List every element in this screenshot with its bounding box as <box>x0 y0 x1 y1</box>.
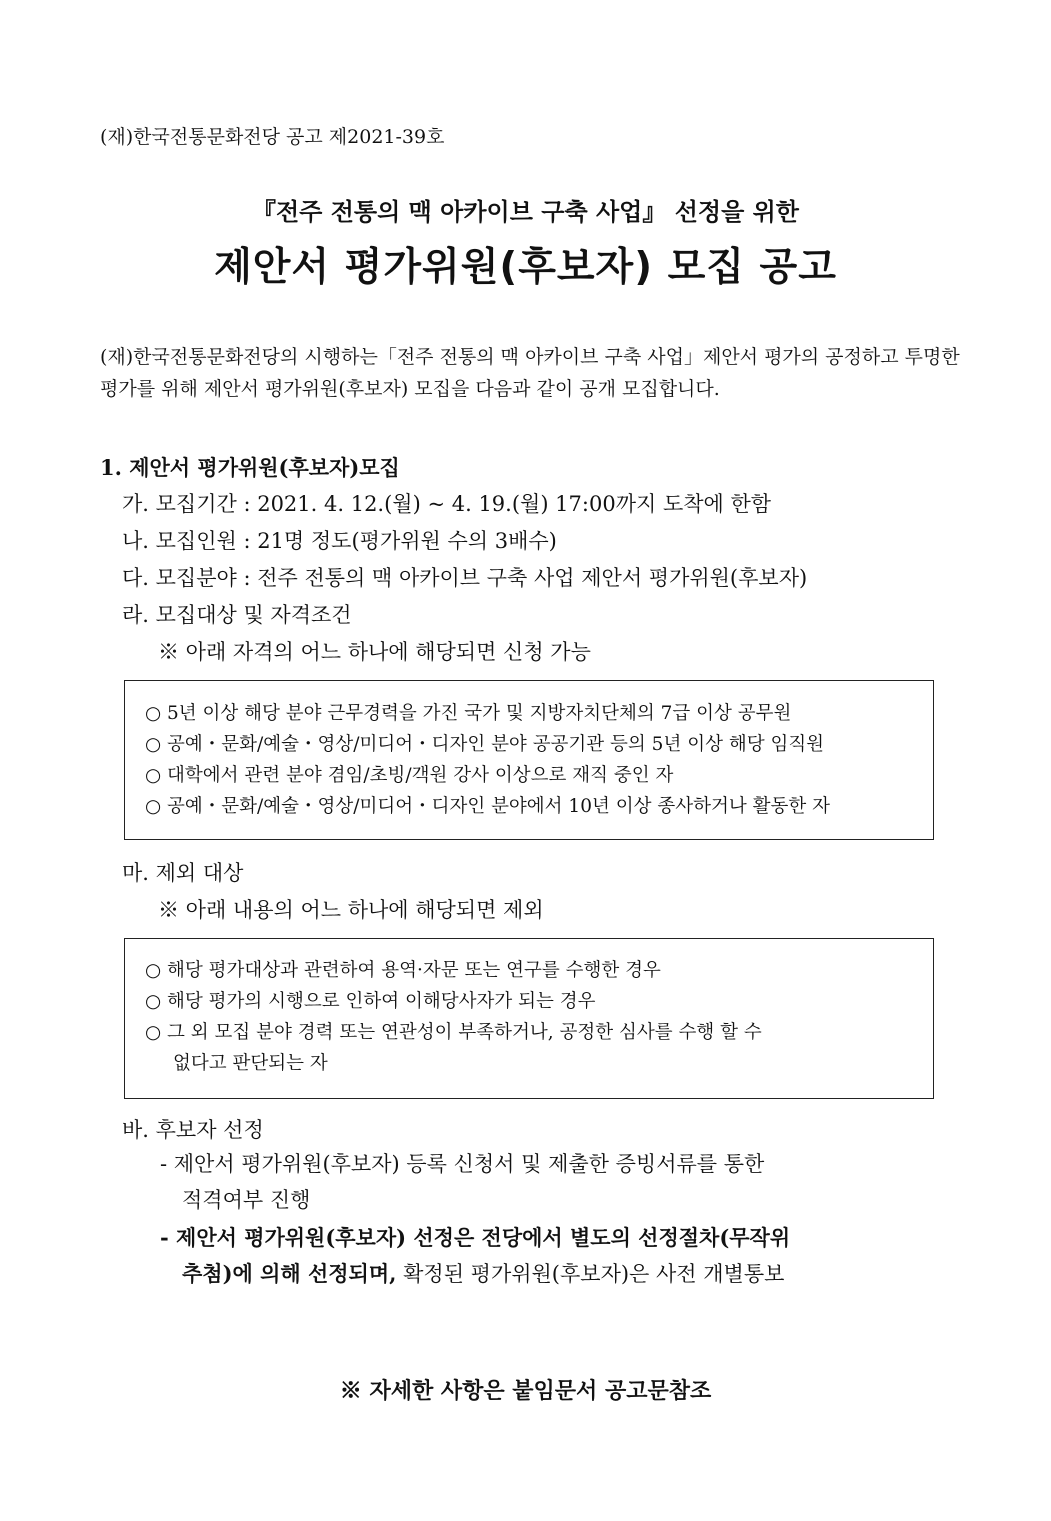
qualification-item: ○ 5년 이상 해당 분야 근무경력을 가진 국가 및 지방자치단체의 7급 이상 공무원 <box>145 703 792 724</box>
notice-subtitle: 『전주 전통의 맥 아카이브 구축 사업』 선정을 위한 <box>252 197 799 226</box>
exclusion-item: ○ 그 외 모집 분야 경력 또는 연관성이 부족하거나, 공정한 심사를 수행 할 수 <box>145 1022 762 1043</box>
exclusion-note: ※ 아래 내용의 어느 하나에 해당되면 제외 <box>158 898 544 922</box>
qualification-item: ○ 공예・문화/예술・영상/미디어・디자인 분야 공공기관 등의 5년 이상 해당 임직원 <box>145 734 825 755</box>
selection-item-2-normal: 확정된 평가위원(후보자)은 사전 개별통보 <box>396 1262 785 1286</box>
exclusion-item: ○ 해당 평가대상과 관련하여 용역·자문 또는 연구를 수행한 경우 <box>145 960 661 981</box>
recruit-target: 라. 모집대상 및 자격조건 <box>122 603 352 627</box>
recruit-count: 나. 모집인원 : 21명 정도(평가위원 수의 3배수) <box>122 529 557 553</box>
exclusion-item-continued: 없다고 판단되는 자 <box>173 1053 328 1074</box>
qualifications-box <box>124 680 934 840</box>
selection-item-1-line1: - 제안서 평가위원(후보자) 등록 신청서 및 제출한 증빙서류를 통한 <box>160 1152 765 1176</box>
recruit-field: 다. 모집분야 : 전주 전통의 맥 아카이브 구축 사업 제안서 평가위원(후보자) <box>122 566 808 590</box>
candidate-selection-heading: 바. 후보자 선정 <box>122 1118 264 1142</box>
exclusion-heading: 마. 제외 대상 <box>122 861 244 885</box>
qualification-item: ○ 대학에서 관련 분야 겸임/초빙/객원 강사 이상으로 재직 중인 자 <box>145 765 674 786</box>
selection-item-2 <box>160 1220 790 1292</box>
recruit-period: 가. 모집기간 : 2021. 4. 12.(월) ~ 4. 19.(월) 17:00까지 도착에 한함 <box>122 492 772 516</box>
selection-item-2-line1: - 제안서 평가위원(후보자) 선정은 전당에서 별도의 선정절차(무작위 <box>160 1225 791 1250</box>
section-heading: 1. 제안서 평가위원(후보자)모집 <box>100 455 400 480</box>
footer-reference-note: ※ 자세한 사항은 붙임문서 공고문참조 <box>339 1378 712 1404</box>
selection-item-1 <box>160 1146 764 1218</box>
selection-item-1-line2: 적격여부 진행 <box>182 1188 311 1212</box>
qualification-item: ○ 공예・문화/예술・영상/미디어・디자인 분야에서 10년 이상 종사하거나 활동한 자 <box>145 796 830 817</box>
notice-number: (재)한국전통문화전당 공고 제2021-39호 <box>100 126 445 148</box>
intro-paragraph: (재)한국전통문화전당의 시행하는「전주 전통의 맥 아카이브 구축 사업」제안서 평가의 공정하고 투명한 평가를 위해 제안서 평가위원(후보자) 모집을 다음과 같이 공개 모집합니다. <box>100 346 960 400</box>
selection-item-2-line2 <box>160 1256 790 1292</box>
exclusion-item: ○ 해당 평가의 시행으로 인하여 이해당사자가 되는 경우 <box>145 991 596 1012</box>
notice-title: 제안서 평가위원(후보자) 모집 공고 <box>214 245 837 290</box>
exclusions-box <box>124 938 934 1099</box>
qualification-note: ※ 아래 자격의 어느 하나에 해당되면 신청 가능 <box>158 640 591 664</box>
selection-item-2-bold: 추첨)에 의해 선정되며, <box>182 1261 397 1286</box>
